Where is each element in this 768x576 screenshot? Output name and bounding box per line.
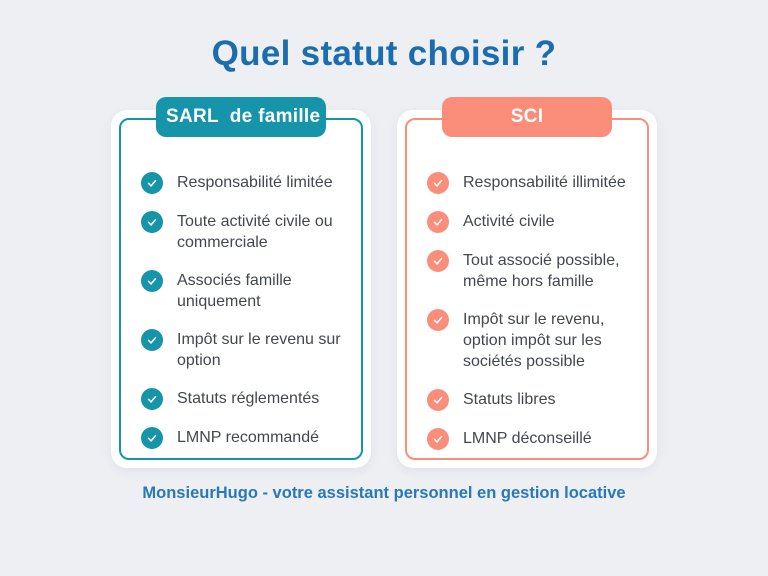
sarl-card-badge: SARL de famille: [156, 97, 326, 137]
list-item: [427, 428, 633, 450]
list-item-label: Toute activité civile ou commerciale: [177, 213, 333, 251]
list-item-label: Responsabilité illimitée: [463, 174, 626, 191]
check-circle-icon: [141, 329, 163, 351]
list-item-label: LMNP recommandé: [177, 429, 319, 446]
check-circle-icon: [427, 309, 449, 331]
list-item-label: Impôt sur le revenu, option impôt sur les sociétés possible: [463, 311, 605, 370]
sarl-card: [111, 106, 371, 468]
list-item-label: Tout associé possible, même hors famille: [463, 252, 620, 290]
list-item: [427, 250, 633, 292]
footer-tagline: MonsieurHugo - votre assistant personnel en gestion locative: [142, 484, 626, 502]
check-circle-icon: [141, 270, 163, 292]
list-item: [427, 389, 633, 411]
check-circle-icon: [427, 389, 449, 411]
check-circle-icon: [141, 211, 163, 233]
check-circle-icon: [427, 250, 449, 272]
check-circle-icon: [141, 388, 163, 410]
check-circle-icon: [427, 211, 449, 233]
check-circle-icon: [141, 172, 163, 194]
sci-card: [397, 106, 657, 468]
comparison-cards: [0, 106, 768, 468]
check-circle-icon: [427, 172, 449, 194]
list-item: [427, 309, 633, 372]
list-item-label: Activité civile: [463, 213, 555, 230]
list-item-label: Associés famille uniquement: [177, 272, 292, 310]
list-item: [141, 427, 347, 449]
list-item: [141, 270, 347, 312]
list-item-label: Responsabilité limitée: [177, 174, 333, 191]
sci-card-badge: SCI: [442, 97, 612, 137]
check-circle-icon: [141, 427, 163, 449]
sarl-card-body: [119, 118, 363, 460]
list-item-label: Impôt sur le revenu sur option: [177, 331, 341, 369]
list-item: [141, 388, 347, 410]
list-item-label: Statuts libres: [463, 391, 556, 408]
list-item: [141, 172, 347, 194]
list-item-label: Statuts réglementés: [177, 390, 320, 407]
sci-card-body: [405, 118, 649, 460]
list-item: [427, 172, 633, 194]
list-item: [427, 211, 633, 233]
list-item-label: LMNP déconseillé: [463, 430, 592, 447]
page-title: Quel statut choisir ?: [211, 34, 557, 73]
check-circle-icon: [427, 428, 449, 450]
list-item: [141, 211, 347, 253]
list-item: [141, 329, 347, 371]
